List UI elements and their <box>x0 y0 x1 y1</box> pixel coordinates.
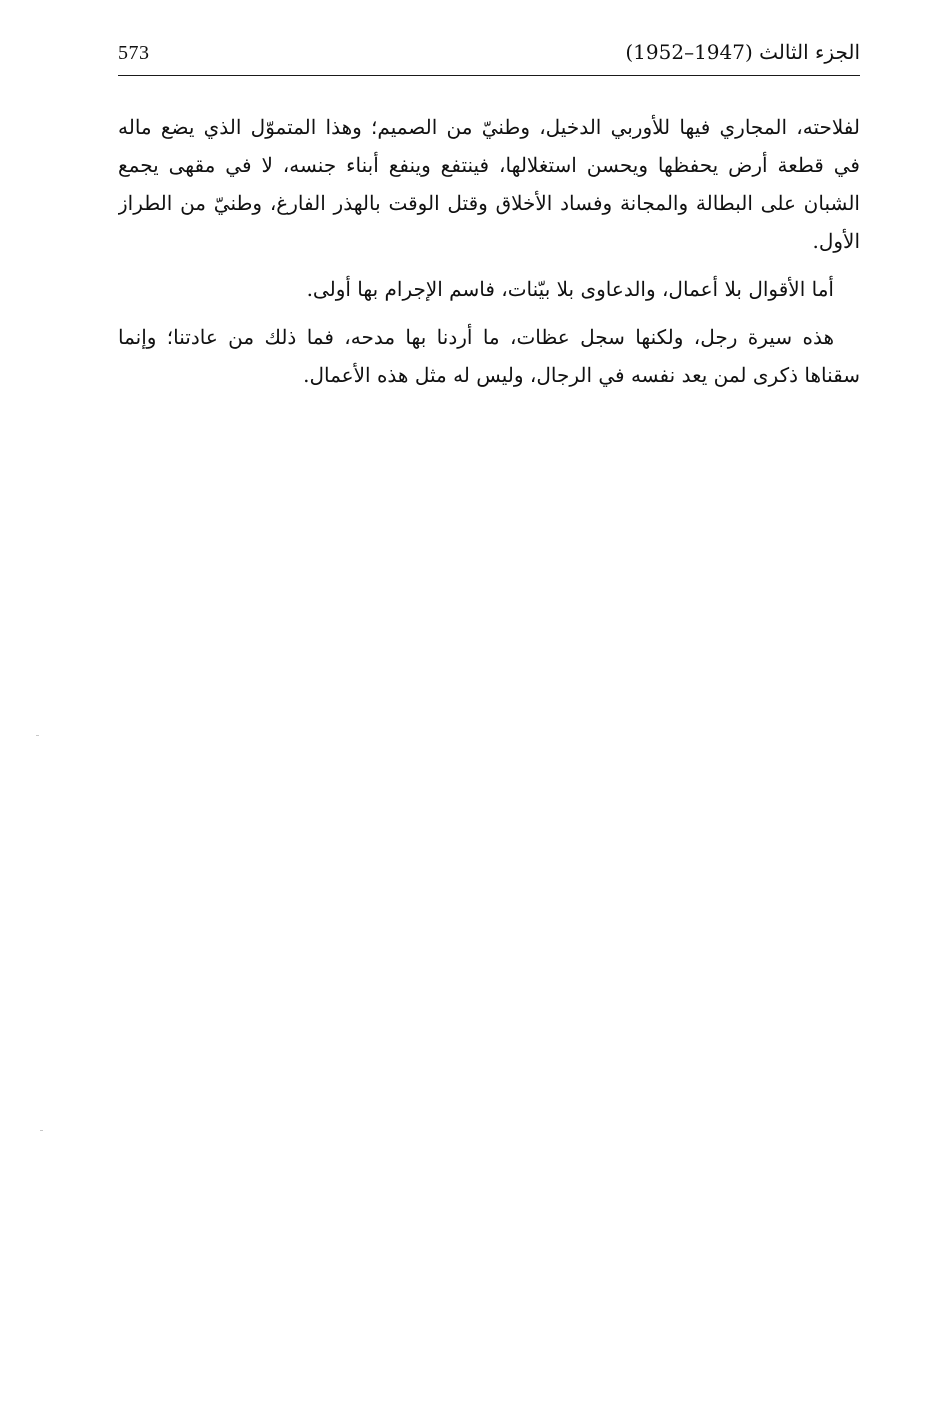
running-title: الجزء الثالث (1947–1952) <box>625 40 860 64</box>
scan-speck <box>40 1130 43 1131</box>
paragraph-gap <box>118 260 860 270</box>
text-line: هذه سيرة رجل، ولكنها سجل عظات، ما أردنا بها مدحه، فما ذلك من عادتنا؛ وإنما <box>118 325 834 349</box>
body-text <box>118 108 860 394</box>
text-line: أما الأقوال بلا أعمال، والدعاوى بلا بيّنات، فاسم الإجرام بها أولى. <box>306 277 834 301</box>
text-line: لفلاحته، المجاري فيها للأوربي الدخيل، وطنيّ من الصميم؛ وهذا المتموّل الذي يضع ماله <box>118 115 860 139</box>
paragraph-2 <box>118 270 860 308</box>
paragraph-3 <box>118 318 860 394</box>
running-header <box>118 40 860 80</box>
paragraph-gap <box>118 308 860 318</box>
text-line: الشبان على البطالة والمجانة وفساد الأخلاق وقتل الوقت بالهذر الفارغ، وطنيّ من الطراز <box>118 191 860 215</box>
page-number: 573 <box>118 42 150 64</box>
text-line: في قطعة أرض يحفظها ويحسن استغلالها، فينتفع وينفع أبناء جنسه، لا في مقهى يجمع <box>118 153 860 177</box>
header-rule <box>118 75 860 76</box>
text-line: الأول. <box>812 229 860 253</box>
paragraph-1 <box>118 108 860 260</box>
text-line: سقناها ذكرى لمن يعد نفسه في الرجال، وليس له مثل هذه الأعمال. <box>303 363 860 387</box>
scan-speck <box>36 735 39 736</box>
